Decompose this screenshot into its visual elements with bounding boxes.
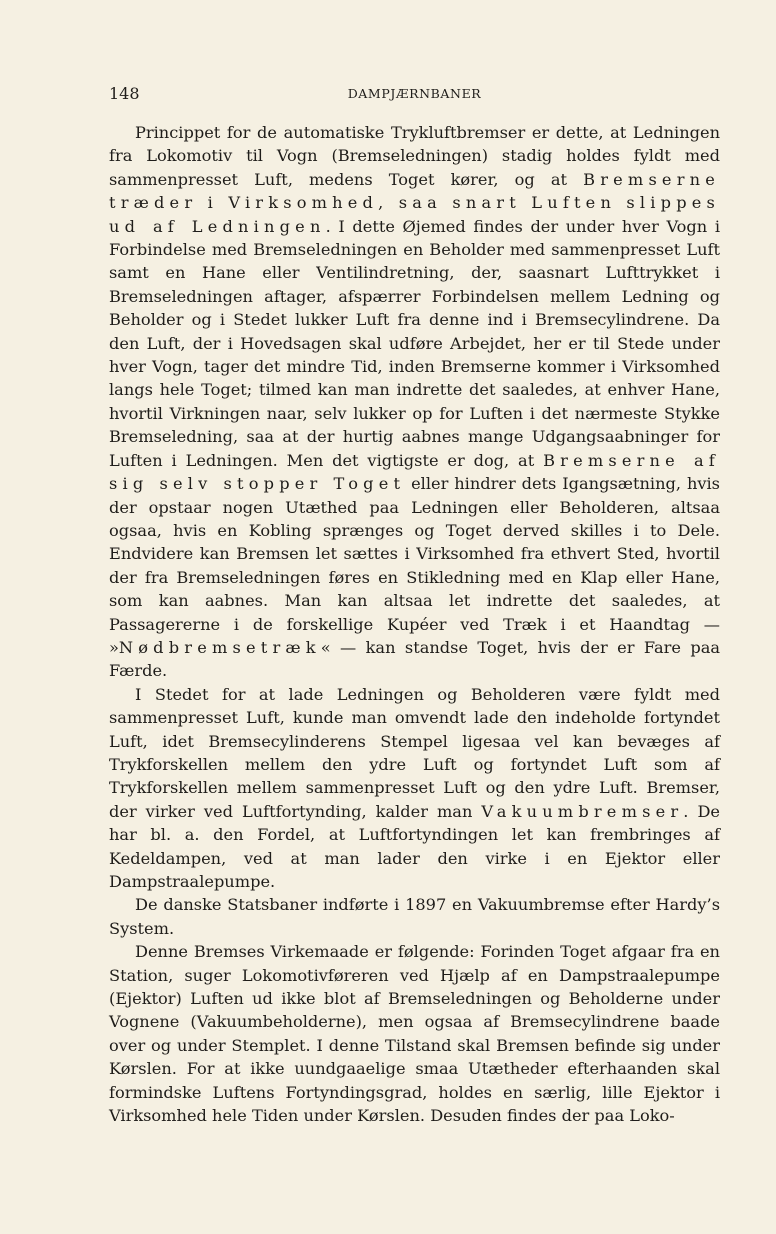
text-run: eller hindrer dets Igangsætning, hvis der opstaar nogen Utæthed paa Ledningen eller Beholderen, altsaa ogsaa, hvis en Kobling sprænges og Toget derved skilles i to Dele. Endvidere kan Bremsen let sættes i Virksomhed fra ethvert Sted, hvortil der fra Bremseledningen føres en Stikledning med en Klap eller Hane, som kan aabnes. Man kan altsaa let indrette det saaledes, at Passagererne i de forskellige Kupéer ved Træk i et Haandtag — » <box>109 474 720 657</box>
text-run: Denne Bremses Virkemaade er følgende: Forinden Toget afgaar fra en Station, suger Lokomotivføreren ved Hjælp af en Dampstraalepumpe (Ejektor) Luften ud ikke blot af Bremseledningen og Beholderne under Vognene (Vakuumbeholderne), men ogsaa af Bremsecylindrene baade over og under Stemplet. I denne Tilstand skal Bremsen befinde sig under Kørslen. For at ikke uundgaaelige smaa Utætheder efterhaanden skal formindske Luftens Fortyndingsgrad, holdes en særlig, lille Ejektor i Virksomhed hele Tiden under Kørslen. Desuden findes der paa Loko- <box>109 942 720 1126</box>
text-run: « — kan standse Toget, hvis der er Fare paa Færde. <box>109 637 720 681</box>
body-text <box>109 121 720 1127</box>
text-run: . De har bl. a. den Fordel, at Luftfortyndingen let kan frembringes af Kedeldampen, ved at man lader den virke i en Ejektor eller Dampstraalepumpe. <box>109 801 720 891</box>
spaced-emphasis: Bremserne træder i Virksomhed, saa snart Luften slippes ud af Ledningen <box>109 169 720 236</box>
spaced-emphasis: Nødbremsetræk <box>118 637 321 657</box>
paragraph <box>109 940 720 1127</box>
text-run: . I dette Øjemed findes der under hver Vogn i Forbindelse med Bremseledningen en Beholder med sammenpresset Luft samt en Hane eller Ventilindretning, der, saasnart Lufttrykket i Bremseledningen aftager, afspærrer Forbindelsen mellem Ledning og Beholder og i Stedet lukker Luft fra denne ind i Bremsecylindrene. Da den Luft, der i Hovedsagen skal udføre Arbejdet, her er til Stede under hver Vogn, tager det mindre Tid, inden Bremserne kommer i Virksomhed langs hele Toget; tilmed kan man indrette det saaledes, at enhver Hane, hvortil Virkningen naar, selv lukker op for Luften i det nærmeste Stykke Bremseledning, saa at der hurtig aabnes mange Udgangsaabninger for Luften i Ledningen. Men det vigtigste er dog, at <box>109 216 720 470</box>
spaced-emphasis: Vakuumbremser <box>481 801 684 821</box>
text-run: De danske Statsbaner indførte i 1897 en Vakuumbremse efter Hardy’s System. <box>109 895 720 938</box>
paragraph <box>109 683 720 894</box>
paragraph <box>109 121 720 683</box>
text-run: I Stedet for at lade Ledningen og Beholderen være fyldt med sammenpresset Luft, kunde man omvendt lade den indeholde fortyndet Luft, idet Bremsecylinderens Stempel ligesaa vel kan bevæges af Trykforskellen mellem den ydre Luft og fortyndet Luft som af Trykforskellen mellem sammenpresset Luft og den ydre Luft. Bremser, der virker ved Luftfortynding, kalder man <box>109 684 720 821</box>
page-number: 148 <box>109 84 140 103</box>
spaced-emphasis: Bremserne af sig selv stopper Toget <box>109 450 720 494</box>
running-title: DAMPJÆRNBANER <box>347 86 482 101</box>
text-run: Princippet for de automatiske Trykluftbremser er dette, at Ledningen fra Lokomotiv til Vogn (Bremseledningen) stadig holdes fyldt med sammenpresset Luft, medens Toget kører, og at <box>109 123 720 189</box>
page-header <box>109 84 720 108</box>
paragraph <box>109 893 720 940</box>
